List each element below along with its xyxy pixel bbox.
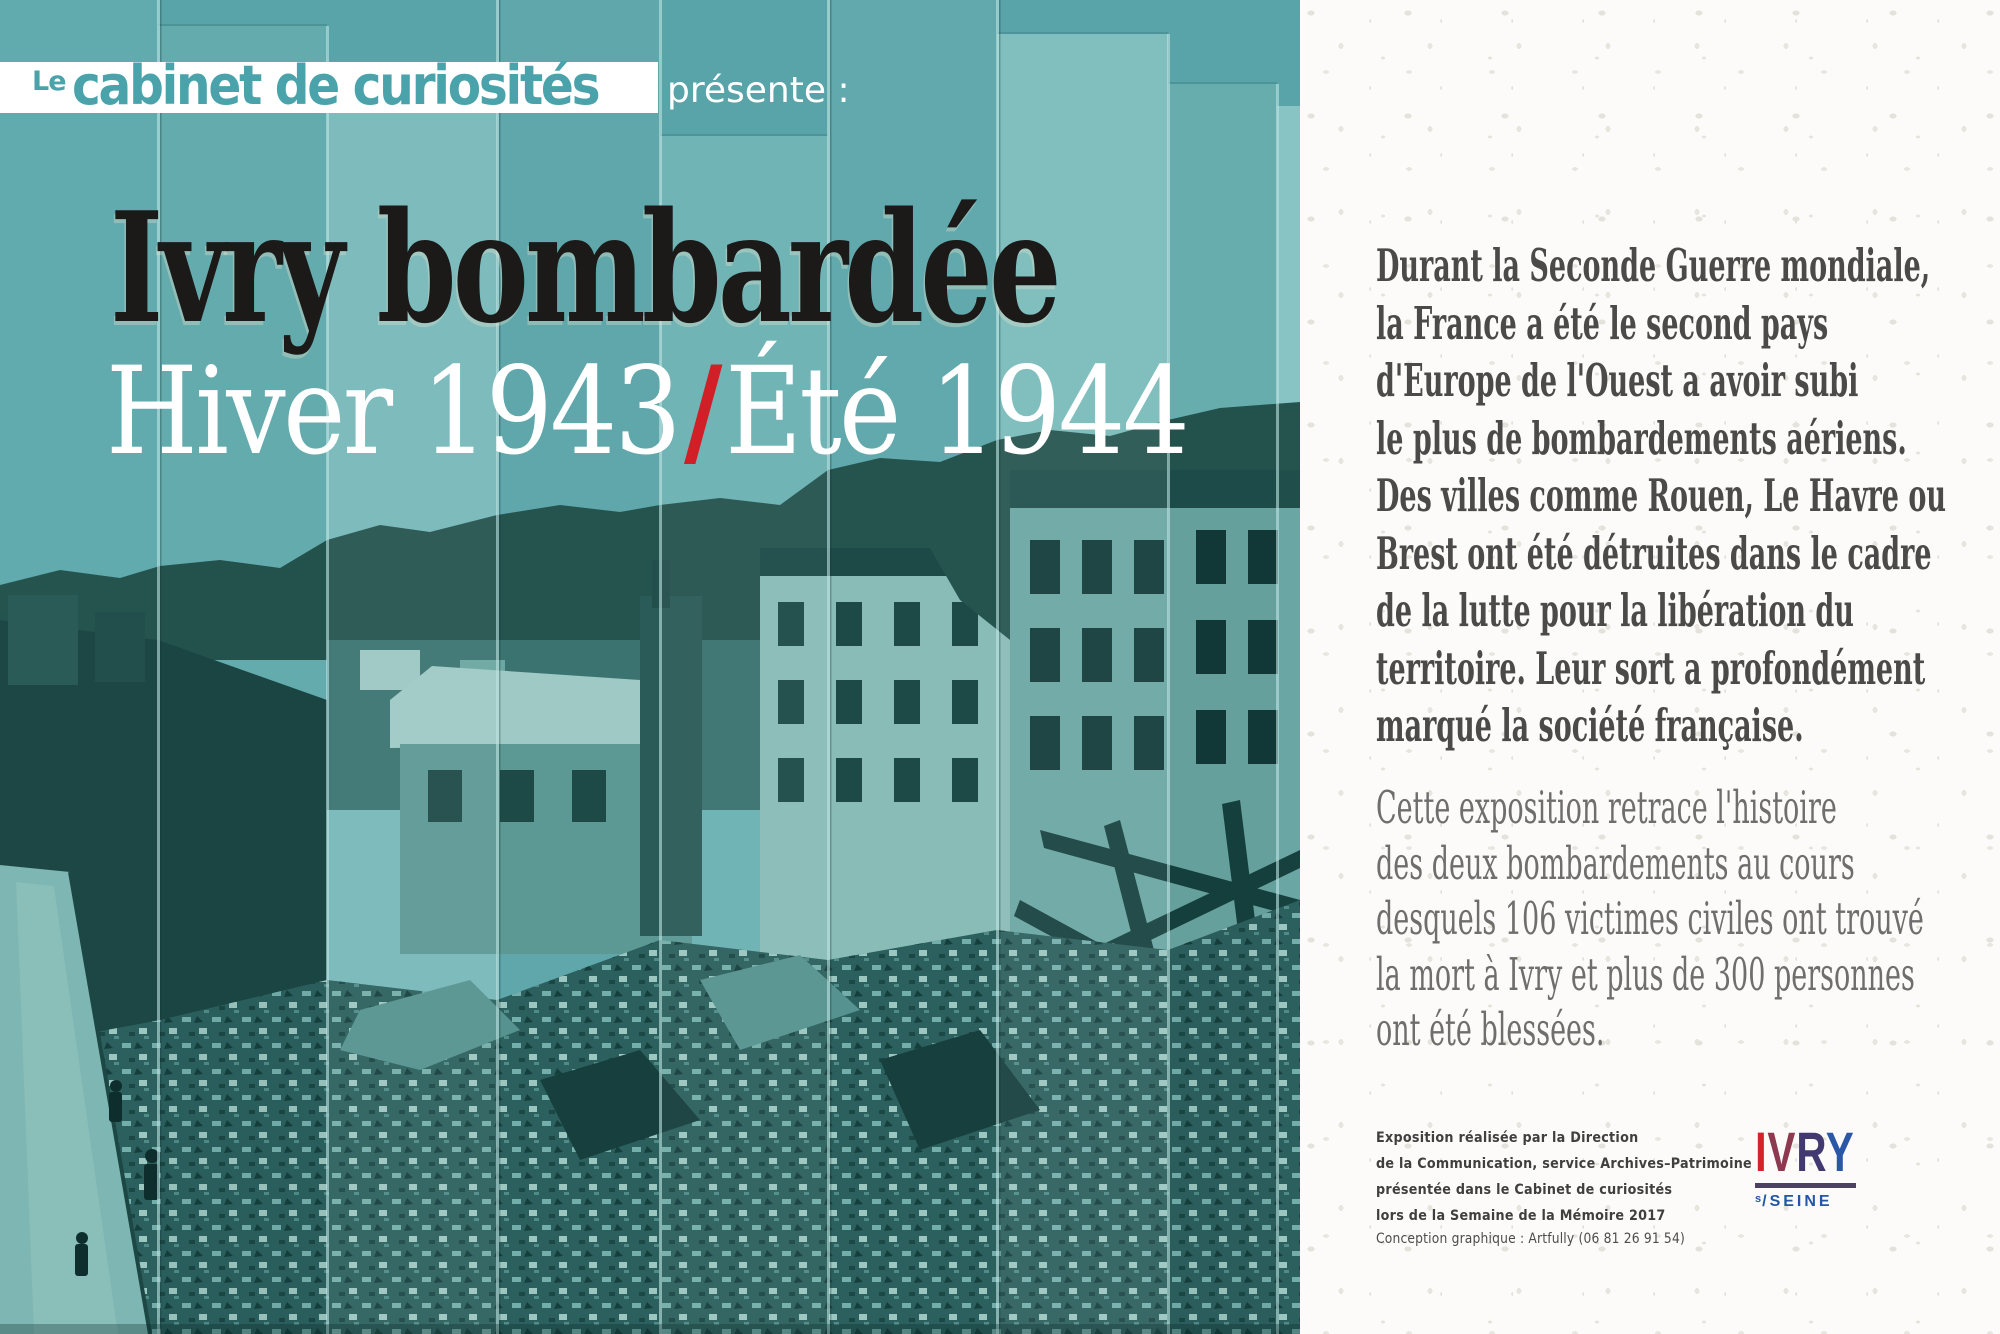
credits-line: présentée dans le Cabinet de curiosités — [1376, 1182, 1673, 1198]
presenter-suffix: présente : — [667, 70, 850, 111]
intro-bold-line: de la lutte pour la libération du — [1376, 584, 1854, 637]
intro-regular-line: Cette exposition retrace l'histoire — [1376, 781, 1837, 834]
intro-bold-line: la France a été le second pays — [1376, 296, 1829, 350]
credits-block — [1376, 1125, 1752, 1229]
subtitle-slash: / — [684, 339, 720, 482]
intro-regular-line: la mort à Ivry et plus de 300 personnes — [1376, 947, 1915, 1001]
ivry-sur-seine-logo — [1755, 1120, 1865, 1211]
intro-regular-line: ont été blessées. — [1376, 1003, 1605, 1056]
intro-bold-line: Des villes comme Rouen, Le Havre ou — [1376, 469, 1946, 522]
logo-rule — [1755, 1183, 1856, 1188]
intro-regular-line: des deux bombardements au cours — [1376, 836, 1855, 890]
credits-line: lors de la Semaine de la Mémoire 2017 — [1376, 1208, 1666, 1224]
intro-bold-line: d'Europe de l'Ouest a avoir subi — [1376, 354, 1859, 407]
subtitle-summer: Été 1944 — [725, 341, 1188, 482]
logo-sub-name: SEINE — [1769, 1193, 1833, 1210]
intro-regular-line: desquels 106 victimes civiles ont trouvé — [1376, 892, 1924, 945]
logo-letter: R — [1796, 1120, 1826, 1183]
intro-bold-line: le plus de bombardements aériens. — [1376, 411, 1907, 465]
intro-regular-paragraph — [1376, 780, 1924, 1058]
logo-letter: V — [1767, 1120, 1797, 1183]
poster-subtitle — [106, 339, 1188, 482]
presenter-article: Le — [32, 66, 66, 97]
logo-letter: Y — [1825, 1120, 1855, 1183]
logo-letter: I — [1755, 1120, 1768, 1183]
logo-sub-slash: / — [1762, 1193, 1770, 1210]
intro-bold-line: Durant la Seconde Guerre mondiale, — [1376, 239, 1931, 292]
presenter-band — [0, 54, 658, 117]
poster-title: Ivry bombardée — [110, 178, 1058, 357]
logo-wordmark — [1755, 1120, 1855, 1183]
design-credit-line: Conception graphique : Artfully (06 81 26 91 54) — [1376, 1231, 1685, 1247]
intro-bold-line: Brest ont été détruites dans le cadre — [1376, 526, 1932, 580]
presenter-brand: cabinet de curiosités — [72, 54, 599, 117]
logo-sub-prefix: s — [1755, 1193, 1763, 1205]
intro-bold-line: territoire. Leur sort a profondément — [1376, 641, 1926, 695]
intro-bold-paragraph — [1376, 237, 1946, 755]
credits-line: de la Communication, service Archives–Patrimoine — [1376, 1156, 1752, 1172]
credits-line: Exposition réalisée par la Direction — [1376, 1130, 1639, 1146]
logo-subline — [1755, 1193, 1865, 1211]
intro-bold-line: marqué la société française. — [1376, 699, 1804, 752]
text-panel — [1300, 0, 2000, 1334]
subtitle-winter: Hiver 1943 — [106, 341, 679, 482]
